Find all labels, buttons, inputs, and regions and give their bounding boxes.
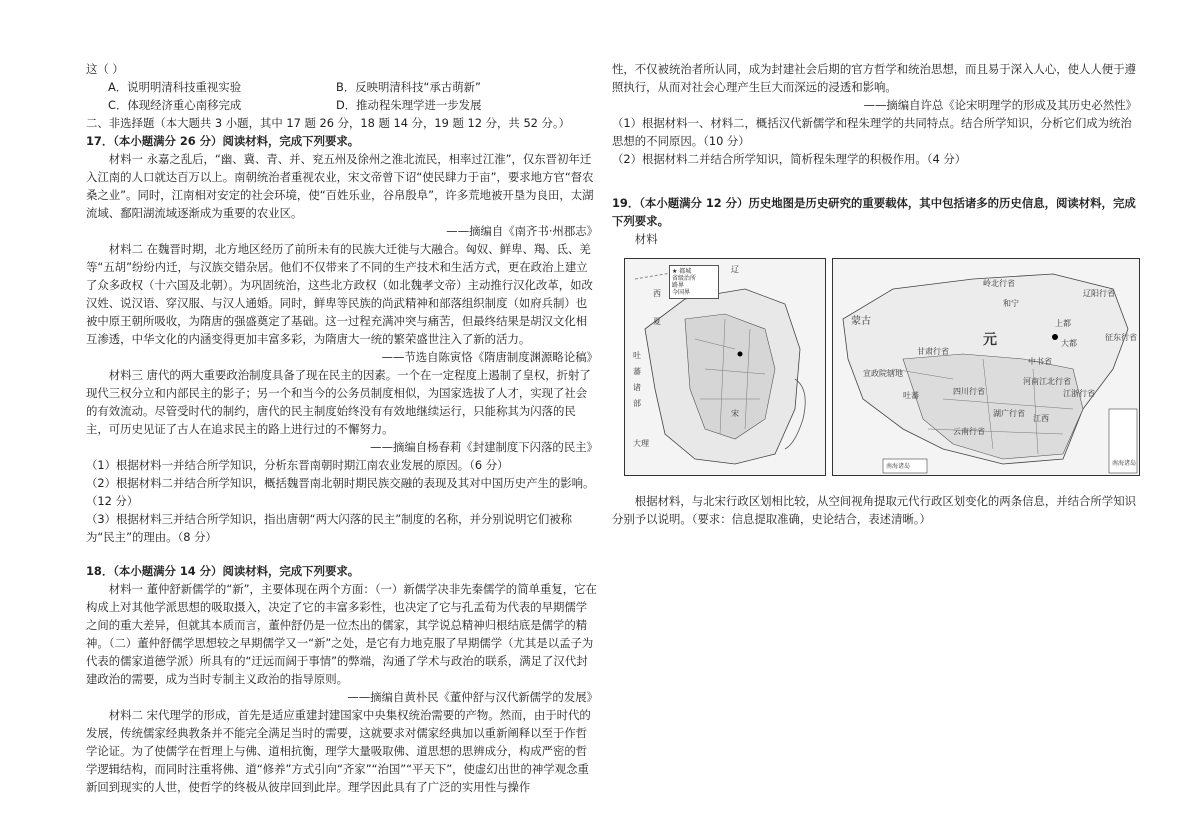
northern-song-map xyxy=(624,258,826,476)
q17-material1-source: ——摘编自《南齐书·州郡志》 xyxy=(446,224,598,238)
map-label-xi: 西 xyxy=(653,289,661,298)
map-label-gansu: 甘肃行省 xyxy=(917,347,949,356)
map-label-jiangzhe: 江浙行省 xyxy=(1063,389,1095,398)
q17-material3: 材料三 唐代的两大重要政治制度具备了现在民主的因素。一个在一定程度上遏制了皇权，折射了现代三权分立和内部民主的影子；另一个和当今的公务员制度相似，为国家选拔了人才，实现了社会的有效流动。尽管受时代的制约，唐代的民主制度始终没有有效地继续运行，只能称其为闪落的民主，可历史见证了古人在追求民主的路上进行过的不懈努力。 xyxy=(86,368,591,436)
map-label-hening: 和宁 xyxy=(1003,299,1019,308)
map-label-dadu: 大都 xyxy=(1061,339,1077,348)
q16-option-b: B．反映明清科技“承古萌新” xyxy=(336,80,481,94)
q16-option-c: C．体现经济重心南移完成 xyxy=(108,98,242,112)
map-label-yuan: 元 xyxy=(983,332,997,348)
right-column xyxy=(612,60,1137,528)
q17-material3-source: ——摘编自杨春莉《封建制度下闪落的民主》 xyxy=(370,440,598,454)
q16-options-row1 xyxy=(86,78,598,96)
map-inset-south-sea: 南海诸岛 xyxy=(1112,460,1137,467)
q16-options-row2 xyxy=(86,96,598,114)
q18-requirement-1: （1）根据材料一、材料二，概括汉代新儒学和程朱理学的共同特点。结合所学知识，分析它们成为统治思想的不同原因。（10 分） xyxy=(612,116,1132,148)
yuan-dynasty-map xyxy=(832,258,1140,476)
q18-requirement-2: （2）根据材料二并结合所学知识，简析程朱理学的积极作用。（4 分） xyxy=(612,152,967,166)
map-label-xuanzhengyuan: 宣政院辖地 xyxy=(863,369,903,378)
map-label-sichuan: 四川行省 xyxy=(953,387,985,396)
map-label-menggu: 蒙古 xyxy=(851,316,871,327)
q18-material2-source: ——摘编自许总《论宋明理学的形成及其历史必然性》 xyxy=(863,98,1137,112)
map-label-tu: 吐 xyxy=(633,351,641,360)
map-label-liaoyang: 辽阳行省 xyxy=(1083,289,1115,298)
map-label-tubo: 吐蕃 xyxy=(903,391,919,400)
map-label-song: 宋 xyxy=(731,409,739,418)
q18-material1: 材料一 董仲舒新儒学的“新”，主要体现在两个方面：（一）新儒学决非先秦儒学的简单重复，它在构成上对其他学派思想的吸取摄入，决定了它的丰富多彩性，也决定了它与孔孟荀为代表的早期儒学之间的重大差异，但就其本质而言，董仲舒仍是一位杰出的儒家，其学说总精神归根结底是儒学的精神。（二）董仲舒儒学思想较之早期儒学又一“新”之处，是它有力地克服了早期儒学（尤其是以孟子为代表的儒家道德学派）所具有的“迂远而阔于事情”的弊端，沟通了学术与政治的联系，满足了汉代封建政治的需要，成为当时专制主义政治的指导原则。 xyxy=(86,582,597,686)
section2-title: 二、非选择题（本大题共 3 小题，其中 17 题 26 分，18 题 14 分，19 题 12 分，共 52 分。） xyxy=(86,116,571,130)
q17-material2-source: ——节选自陈寅恪《隋唐制度渊源略论稿》 xyxy=(381,350,598,364)
map-label-dali: 大理 xyxy=(633,439,649,448)
map-label-huguang: 湖广行省 xyxy=(993,409,1025,418)
map-label-lingbei: 岭北行省 xyxy=(983,279,1015,288)
q18-material1-source: ——摘编自黄朴民《董仲舒与汉代新儒学的发展》 xyxy=(347,690,598,704)
map-label-henan: 河南江北行省 xyxy=(1023,377,1071,386)
q17-material2: 材料二 在魏晋时期，北方地区经历了前所未有的民族大迁徙与大融合。匈奴、鲜卑、羯、氐、羌等“五胡”纷纷内迁，与汉族交错杂居。他们不仅带来了不同的生产技术和生活方式，更在政治上建立了众多政权（十六国及北朝）。为巩固统治，这些北方政权（如北魏孝文帝）主动推行汉化改革，如改汉姓、说汉语、穿汉服、与汉人通婚。同时，鲜卑等民族的尚武精神和部落组织制度（如府兵制）也被中原王朝所吸收，为隋唐的强盛奠定了基础。这一过程充满冲突与痛苦，但最终结果是胡汉文化相互渗透，中华文化的内涵变得更加丰富多彩，为隋唐大一统的繁荣盛世注入了新的活力。 xyxy=(86,242,593,346)
q17-requirement-1: （1）根据材料一并结合所学知识，分析东晋南朝时期江南农业发展的原因。（6 分） xyxy=(86,458,509,472)
q18-material2: 材料二 宋代理学的形成，首先是适应重建封建国家中央集权统治需要的产物。然而，由于时代的发展，传统儒家经典教条并不能完全满足当时的需要，这就要求对儒家经典加以重新阐释以至于作哲学论证。为了使儒学在哲理上与佛、道相抗衡，理学大量吸取佛、道思想的思辨成分，构成严密的哲学逻辑结构，而同时注重将佛、道“修养”方式引向“齐家”“治国”“平天下”，使虚幻出世的神学观念重新回到现实的人世，使哲学的终极从彼岸回到此岸。理学因此具有了广泛的实用性与操作 xyxy=(86,708,591,794)
map-label-jiangxi: 江西 xyxy=(1033,414,1049,423)
map-legend xyxy=(669,265,719,299)
map-label-liao: 辽 xyxy=(731,265,739,274)
map-label-shangdu: 上都 xyxy=(1055,319,1071,328)
map-label-bu: 部 xyxy=(633,399,641,408)
q16-option-d: D．推动程朱理学进一步发展 xyxy=(336,98,482,112)
q19-requirement: 根据材料，与北宋行政区划相比较，从空间视角提取元代行政区划变化的两条信息，并结合所学知识分别予以说明。（要求：信息提取准确，史论结合，表述清晰。） xyxy=(612,494,1136,526)
map-label-zhengdong: 征东行省 xyxy=(1105,333,1137,342)
legend-route-border: 路界 xyxy=(672,282,685,289)
legend-national-border: 今国界 xyxy=(672,289,691,296)
map-label-zhongshu: 中书省 xyxy=(1028,357,1052,366)
legend-provincial-seat: 省级治所 xyxy=(672,275,697,282)
q16-tail: 这（ ） xyxy=(86,62,124,76)
left-column xyxy=(86,60,598,796)
map-label-zhu: 诸 xyxy=(633,383,641,392)
legend-capital: ★ 都城 xyxy=(672,268,692,275)
q17-requirement-3: （3）根据材料三并结合所学知识，指出唐朝“两大闪落的民主”制度的名称，并分别说明它们被称为“民主”的理由。（8 分） xyxy=(86,512,573,544)
map-label-yunnan: 云南行省 xyxy=(953,427,985,436)
map-label-xia: 夏 xyxy=(653,317,661,326)
q18-material2-continued: 性，不仅被统治者所认同，成为封建社会后期的官方哲学和统治思想，而且易于深入人心，使人人便于遵照执行，从而对社会心理产生巨大而深远的浸透和影响。 xyxy=(612,62,1136,94)
q19-maps xyxy=(624,258,1144,476)
q19-material-label: 材料 xyxy=(634,232,658,246)
q19-title: 19．（本小题满分 12 分）历史地图是历史研究的重要载体，其中包括诸多的历史信息，阅读材料，完成下列要求。 xyxy=(612,196,1136,228)
q16-option-a: A．说明明清科技重视实验 xyxy=(108,80,242,94)
map-inset-north-south: 南海诸岛 xyxy=(886,463,911,470)
q17-material1: 材料一 永嘉之乱后，“幽、冀、青、并、兖五州及徐州之淮北流民，相率过江淮”，仅东晋初年迁入江南的人口就达百万以上。南朝统治者重视农业，宋文帝曾下诏“使民肆力于亩”，要求地方官“督农桑之业”。同时，江南相对安定的社会环境，使“百姓乐业，谷帛殷阜”，许多荒地被开垦为良田，太湖流域、鄱阳湖流域逐渐成为重要的农业区。 xyxy=(86,152,594,220)
q17-requirement-2: （2）根据材料二并结合所学知识，概括魏晋南北朝时期民族交融的表现及其对中国历史产生的影响。（12 分） xyxy=(86,476,595,508)
q18-title: 18．（本小题满分 14 分）阅读材料，完成下列要求。 xyxy=(86,564,360,578)
map-label-bo: 蕃 xyxy=(633,367,641,376)
q17-title: 17．（本小题满分 26 分）阅读材料，完成下列要求。 xyxy=(86,134,360,148)
